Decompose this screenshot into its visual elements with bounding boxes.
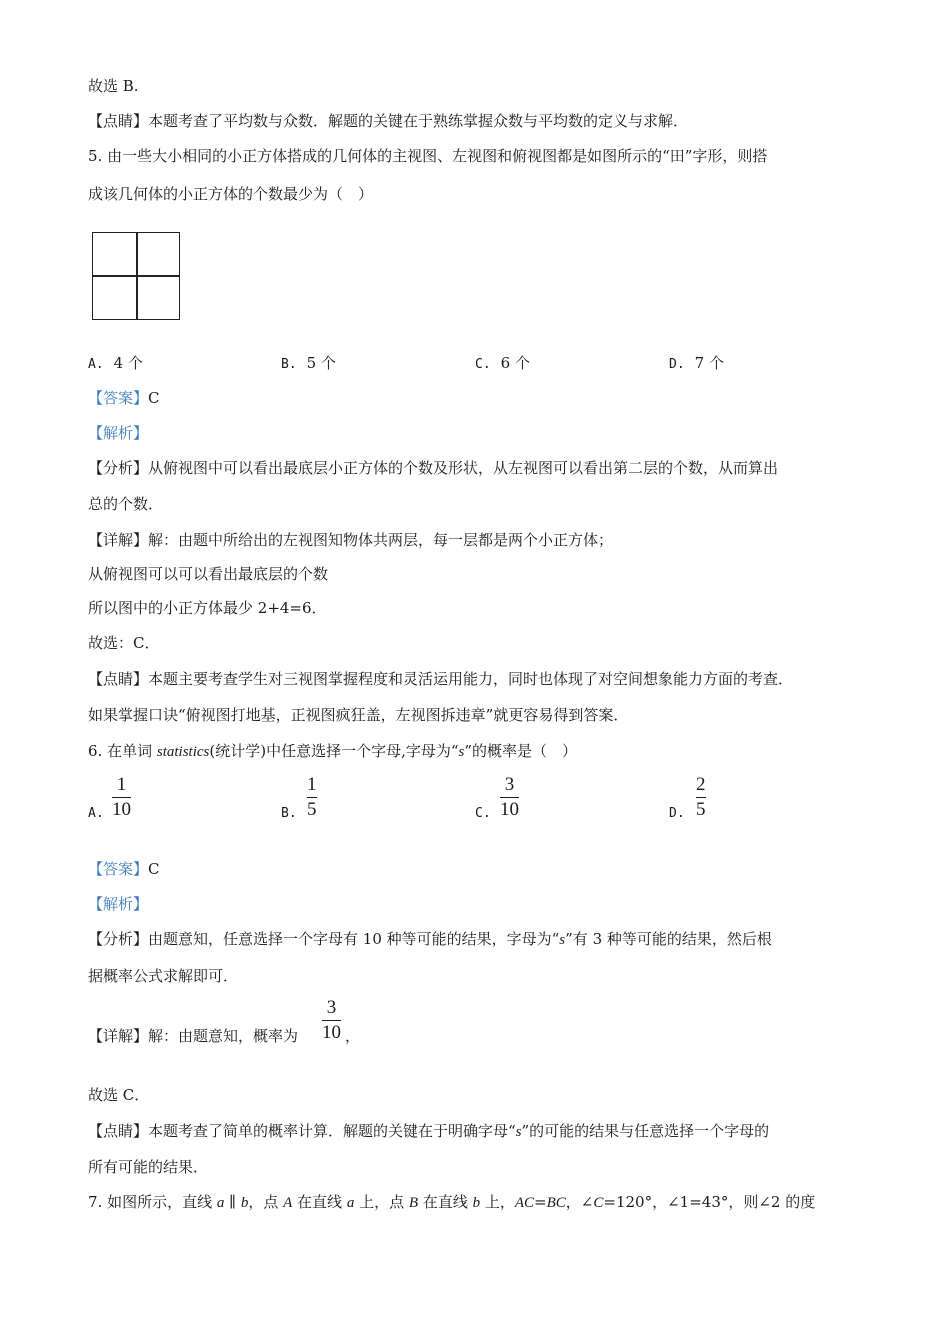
q5-comment-2: 如果掌握口诀“俯视图打地基，正视图疯狂盖，左视图拆违章”就更容易得到答案．: [88, 706, 629, 724]
fraction-bar: [307, 797, 317, 798]
question-6-text: [88, 741, 577, 762]
text: 【分析】由题意知，任意选择一个字母有 10 种等可能的结果，字母为“: [88, 930, 560, 948]
q6-detail: [88, 1026, 298, 1046]
denominator: 5: [307, 799, 317, 820]
text: 在直线: [292, 1193, 347, 1211]
option-label: C.: [475, 357, 491, 372]
q5-analysis-tag: 【解析】: [88, 424, 149, 442]
q5-detail-3: 所以图中的小正方体最少 2+4=6．: [88, 599, 327, 617]
numerator: 1: [307, 774, 317, 795]
q6-option-b-fraction: [307, 774, 317, 821]
text: 6. 在单词: [88, 742, 157, 760]
text: 【详解】解：由题意知，概率为: [88, 1027, 299, 1045]
answer-tag: 【答案】: [88, 389, 149, 407]
option-text: 5 个: [306, 354, 336, 372]
line-choose-b: 故选 B.: [88, 77, 139, 95]
q6-detail-comma: ，: [345, 1027, 361, 1045]
text: 7. 如图所示，直线: [88, 1193, 217, 1211]
fraction-bar: [112, 797, 131, 798]
q6-option-c: [475, 802, 501, 824]
q5-analysis-1: 【分析】从俯视图中可以看出最底层小正方体的个数及形状，从左视图可以看出第二层的个数，从而算出: [88, 459, 779, 477]
q5-answer: [88, 388, 160, 408]
numerator: 1: [116, 774, 127, 795]
denominator: 10: [500, 799, 519, 820]
q6-option-d: [669, 802, 695, 824]
letter-s: s: [559, 932, 566, 948]
q5-choose: 故选：C．: [88, 634, 160, 652]
line-comment-avg: 【点睛】本题考查了平均数与众数．解题的关键在于熟练掌握众数与平均数的定义与求解．: [88, 112, 689, 130]
segment-bc: BC: [546, 1195, 566, 1211]
q6-analysis-1: [88, 929, 772, 950]
numerator: 3: [326, 997, 337, 1018]
denominator: 10: [112, 799, 131, 820]
q6-answer: [88, 859, 160, 879]
text: ”有 3 种等可能的结果，然后根: [565, 930, 772, 948]
option-label: D.: [669, 357, 685, 372]
denominator: 5: [696, 799, 706, 820]
numerator: 3: [504, 774, 515, 795]
option-label: A.: [88, 357, 104, 372]
text: ，点: [248, 1193, 284, 1211]
q5-option-d: [669, 353, 724, 375]
question-5-text-cont: 成该几何体的小正方体的个数最少为（ ）: [88, 185, 374, 203]
option-label: D.: [669, 806, 685, 821]
answer-value: C: [148, 860, 160, 878]
q5-option-c: [475, 353, 530, 375]
fraction-bar: [500, 797, 519, 798]
question-7-text: [88, 1192, 815, 1213]
q5-comment-1: 【点睛】本题主要考查学生对三视图掌握程度和灵活运用能力，同时也体现了对空间想象能力方面的考查．: [88, 670, 794, 688]
tian-grid-figure: [92, 232, 180, 320]
text: =: [534, 1193, 547, 1211]
var-b: b: [472, 1195, 481, 1211]
word-statistics: statistics: [156, 744, 210, 760]
option-label: C.: [475, 806, 491, 821]
option-label: B.: [281, 806, 297, 821]
grid-horizontal-divider: [93, 275, 179, 277]
q6-analysis-tag: 【解析】: [88, 895, 149, 913]
answer-tag: 【答案】: [88, 860, 149, 878]
q5-detail-1: 【详解】解：由题中所给出的左视图知物体共两层，每一层都是两个小正方体；: [88, 531, 614, 549]
q6-option-a: [88, 802, 114, 824]
q6-choose: 故选 C．: [88, 1086, 150, 1104]
text: =120°，∠1=43°，则∠2 的度: [603, 1193, 816, 1211]
denominator: 10: [322, 1022, 341, 1043]
fraction-bar: [322, 1020, 341, 1021]
q6-option-a-fraction: [112, 774, 131, 821]
numerator: 2: [696, 774, 706, 795]
var-a: a: [346, 1195, 355, 1211]
q6-option-b: [281, 802, 307, 824]
text: ”的概率是（ ）: [464, 742, 578, 760]
letter-s: s: [458, 744, 465, 760]
text: ∥: [224, 1193, 241, 1211]
text: 上，: [480, 1193, 515, 1211]
question-5-text: 5. 由一些大小相同的小正方体搭成的几何体的主视图、左视图和俯视图都是如图所示的“田”字形，则搭: [88, 147, 768, 165]
point-a: A: [283, 1195, 293, 1211]
q6-option-c-fraction: [500, 774, 519, 821]
q6-comment-1: [88, 1121, 769, 1142]
q6-option-d-fraction: [696, 774, 706, 821]
q5-option-b: [281, 353, 336, 375]
text: ”的可能的结果与任意选择一个字母的: [521, 1122, 770, 1140]
q5-analysis-2: 总的个数．: [88, 495, 164, 513]
angle-c: C: [593, 1195, 604, 1211]
q6-analysis-2: 据概率公式求解即可．: [88, 967, 239, 985]
q5-detail-2: 从俯视图可以可以看出最底层的个数: [88, 565, 329, 583]
text: 在直线: [418, 1193, 473, 1211]
option-text: 7 个: [694, 354, 724, 372]
fraction-bar: [696, 797, 706, 798]
var-a: a: [216, 1195, 225, 1211]
q6-comment-2: 所有可能的结果．: [88, 1158, 209, 1176]
text: 【点睛】本题考查了简单的概率计算．解题的关键在于明确字母“: [88, 1122, 516, 1140]
option-text: 6 个: [500, 354, 530, 372]
var-b: b: [240, 1195, 249, 1211]
option-text: 4 个: [113, 354, 143, 372]
option-label: A.: [88, 806, 104, 821]
point-b: B: [408, 1195, 419, 1211]
segment-ac: AC: [514, 1195, 535, 1211]
option-label: B.: [281, 357, 297, 372]
q5-option-a: [88, 353, 143, 375]
q6-detail-fraction: [322, 997, 341, 1044]
answer-value: C: [148, 389, 160, 407]
text: 上，点: [354, 1193, 409, 1211]
letter-s: s: [515, 1124, 522, 1140]
text: ，∠: [565, 1193, 594, 1211]
text: (统计学)中任意选择一个字母,字母为“: [209, 742, 459, 760]
